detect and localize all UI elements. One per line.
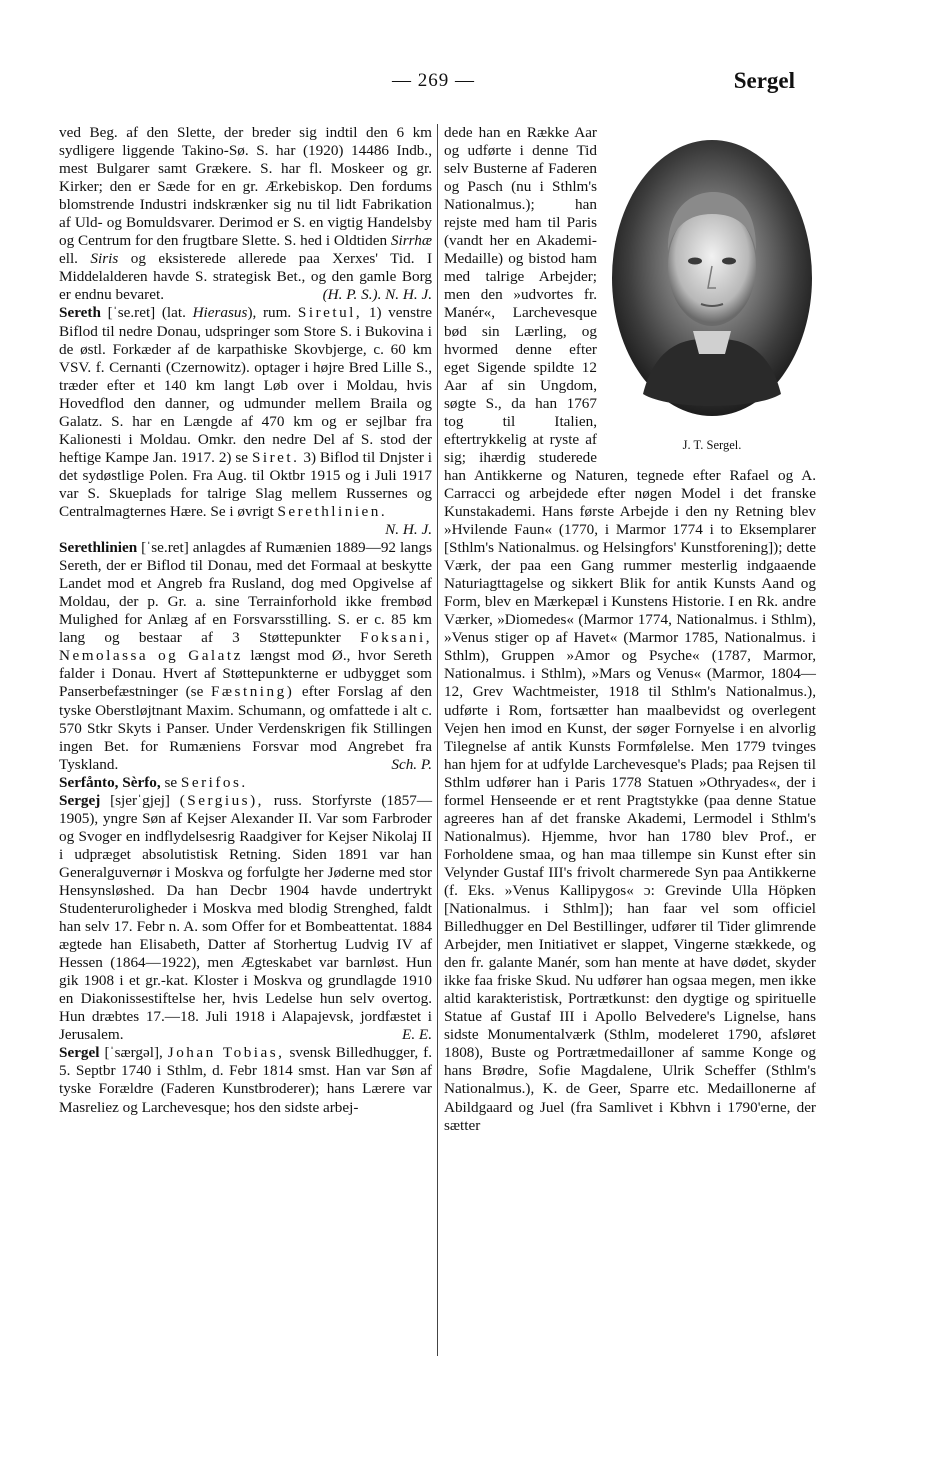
entry-sergel-continuation: dede han en Række Aar og udførte i denne Tid selv Busterne af Faderen og Pasch (nu i Sthlm's Nationalmus.); han rejste med ham til Paris (vandt her en Akademi-Medaille) og bistod ham med talrige Arbejder; men den »udvortes fr. Manér«, Larchevesque bød sin Lærling, og hvormed denne efter eget Sigende spildte 12 Aar af sin Ungdom, søgte S., da han 1767 tog til Italien, eftertrykkelig at ryste af sig; ihærdig studerede han Antikkerne og Naturen, tegnede efter Rafael og A. Carracci og arbejdede efter nøgen Model i det franske Kunstakademi. Hans første Arbejde i den ny Retning blev »Hvilende Faun« (1770, i Marmor 1774 i to Eksemplarer [Sthlm's Nationalmus. og Helsingfors' Kunstforening]); dette Værk, der paa een Gang rummer mesterlig indgaaende Naturiagttagelse og sikkert Blik for antik Kunsts Aand og Form, blev en Mærkepæl i Kunstens Historie. I en Rk. andre Værker, »Diomedes« (Marmor 1774, Nationalmus. i Sthlm), »Venus stiger op af Havet« (Marmor 1785, Nationalmus. i Sthlm), Gruppen »Amor og Psyche« (1787, Marmor, Nationalmus. i Sthlm), »Mars og Venus« (Marmor, 1804—12, Grev Wachtmeister, 1918 til Sthlm's Nationalmus.), udførte i Rom, fortsætter han maalbevidst og overlegent Vejen hen imod en Kunst, der søger Fornyelse i en alvorlig Tilegnelse af antik Kunsts Formfølelse. Men 1779 tvinges han hjem for at udfylde Larchevesque's Plads; paa Rejsen til Sthlm udfører han i Paris 1778 Statuen »Othryades«, der i formel Henseende er et rent Pragtstykke (paa denne Statue agreeres han af det franske Akademi, Lermodel i Sthlm's Nationalmus). Hjemme, hvor han 1780 blev Prof., er Forholdene smaa, og han maa tillempe sin Kunst efter sin Velynder Gustaf III's frivolt charmerede Syn paa Antikkerne (f. Eks. »Venus Kallipygos« ɔ: Grevinde Ulla Höpken [Nationalmus. i Sthlm]); han faar vel som officiel Billedhugger en Del Bestillinger, udfører til Tider glimrende Arbejder, men Initiativet er slappet, Vingerne stækkede, og den fr. galante Manér, som han mente at have dødet, skyder ikke faa friske Skud. Nu udfører han ogsaa megen, men ikke altid karakteristisk, Portrætkunst: den dygtige og spirituelle Statue af Gustaf III i Apollo Belvedere's Lignelse, hans sidste Monumentalværk (Sthlm, modeleret 1790, afsløret 1808), Buste og Portrætmedailloner af samme Konge og hans Brødre, Sofie Magdalene, Ulrik Scheffer (Sthlm's Nationalmus.), K. de Geer, Sparre etc. Medaillonerne af Abildgaard og Juel (fra Samlivet i Kbhvn i 1790'erne, der sætter bbox=[444, 124, 816, 1134]
cross-reference: Siret. bbox=[251, 448, 300, 466]
portrait-image bbox=[605, 126, 819, 426]
author-signature: Sch. P. bbox=[391, 755, 432, 773]
cross-reference: Serethlinien. bbox=[277, 502, 388, 520]
column-divider bbox=[437, 124, 438, 1356]
cross-reference: Serifos. bbox=[180, 773, 248, 791]
page-header bbox=[62, 68, 795, 96]
author-signature: N. H. J. bbox=[385, 521, 432, 539]
portrait-eye-right bbox=[722, 258, 736, 265]
entry-sergej: Sergej [sjerˈgjej] (Sergius), russ. Storfyrste (1857—1905), yngre Søn af Kejser Alexander II. Var som Farbroder og Svoger en indflydelsesrig Raadgiver for Kejser Nikolaj II i udpræget absolutistisk Retning. Siden 1891 var han Generalguvernør i Moskva og forfulgte her Jøderne med stor Hensynsløshed. Da han Decbr 1904 havde undertrykt Studenteruroligheder i Moskva med blodig Strenghed, faldt han selv 17. Febr n. A. som Offer for et Bombeattentat. 1884 ægtede han Elisabeth, Datter af Storhertug Ludvig IV af Hessen (1864—1922), men Ægteskabet var barnløst. Hun gik 1908 i et gr.-kat. Kloster i Moskva og grundlagde 1910 en Diakonissestiftelse her, hvis Ledelse hun selv overtog. Hun dræbtes 17.—18. Juli 1918 i Alapajevsk, jordfæstet i Jerusalem. E. E. bbox=[59, 791, 433, 1044]
entry-sergel: Sergel [ˈsærgəl], Johan Tobias, svensk Billedhugger, f. 5. Septbr 1740 i Sthlm, d. Febr 1814 smst. Han var Søn af tyske Forældre (Faderen Kunstbroderer); hans Lærere var Masreliez og Larchevesque; hos den sidste arbej- bbox=[59, 1044, 433, 1116]
headword: Sereth bbox=[59, 304, 101, 322]
portrait-neck bbox=[693, 331, 731, 354]
headword: Sergej bbox=[59, 791, 101, 809]
running-head: Sergel bbox=[733, 68, 795, 93]
right-column bbox=[444, 124, 816, 1135]
headword: Serfånto, Sèrfo, bbox=[59, 773, 161, 791]
entry-sereth: Sereth [ˈse.ret] (lat. Hierasus), rum. Siretul, 1) venstre Biflod til nedre Donau, udspringer som Store S. i Bukovina i de østl. Forkæder af de karpathiske Skovbjerge, c. 60 km VSV. f. Cernanti (Czernowitz). optager i højre Bred Lille S., træder efter et 140 km langt Løb over i Moldau, hvis Hovedflod den danner, og udmunder mellem Braila og Galatz. S. har en Længde af 470 km og er sejlbar fra Kalionesti i Moldau. Omkr. den nedre Del af S. stod der heftige Kampe Jan. 1917. 2) se Siret. 3) Biflod til Dnjster i det sydøstlige Polen. Fra Aug. til Oktbr 1915 og i Juli 1917 var S. Skueplads for talrige Slag mellem Russernes og Centralmagternes Hære. Se i øvrigt Serethlinien. N. H. J. bbox=[59, 304, 433, 539]
author-signature: E. E. bbox=[402, 1026, 432, 1044]
left-column bbox=[59, 124, 432, 1117]
portrait-sergel bbox=[605, 126, 819, 456]
entry-serethlinien: Serethlinien [ˈse.ret] anlagdes af Rumænien 1889—92 langs Sereth, der er Biflod til Donau, med det Formaal at beskytte Landet mod et Angreb fra Rusland, dog med Opgivelse af Moldau, der p. Gr. a. sine Terrainforhold ikke frembød Mulighed for Anlæg af en Forsvarsstilling. S. er c. 85 km lang og bestaar af 3 Støttepunkter Foksani, Nemolassa og Galatz længst mod Ø., hvor Sereth falder i Donau. Hvert af Støttepunkterne er udbygget som Panserbefæstninger (se Fæstning) efter Forslag af den tyske Oberstløjtnant Maxim. Schumann, og omfattede i alt c. 570 Stkr Skyts i Panser. Under Verdenskrigen fik Stillingen ingen Bet. for Rumæniens Forsvar mod Angrebet fra Tyskland. Sch. P. bbox=[59, 539, 433, 773]
portrait-caption: J. T. Sergel. bbox=[682, 437, 742, 452]
entry-serfanto: Serfånto, Sèrfo, se Serifos. bbox=[59, 773, 248, 791]
entry-sofia-continuation: ved Beg. af den Slette, der breder sig indtil den 6 km sydligere liggende Takino-Sø. S. har (1920) 14486 Indb., mest Bulgarer samt Grækere. S. har fl. Moskeer og gr. Kirker; den er Sæde for en gr. Ærkebiskop. Den fordums blomstrende Industri indskrænker sig nu til lidt Fabrikation af Uld- og Bomuldsvarer. Derimod er S. en vigtig Handelsby og Centrum for den frugtbare Slette. S. hed i Oldtiden Sirrhæ ell. Siris og eksisterede allerede paa Xerxes' Tid. I Middelalderen havde S. strategisk Bet., og den gamle Borg er endnu bevaret. (H. P. S.). N. H. J. bbox=[59, 124, 433, 304]
headword: Serethlinien bbox=[59, 539, 138, 557]
portrait-eye-left bbox=[688, 258, 702, 265]
page-number: — 269 — bbox=[392, 70, 475, 91]
cross-reference: Fæstning) bbox=[210, 683, 295, 701]
author-signature: (H. P. S.). N. H. J. bbox=[322, 286, 432, 304]
headword: Sergel bbox=[59, 1044, 100, 1062]
